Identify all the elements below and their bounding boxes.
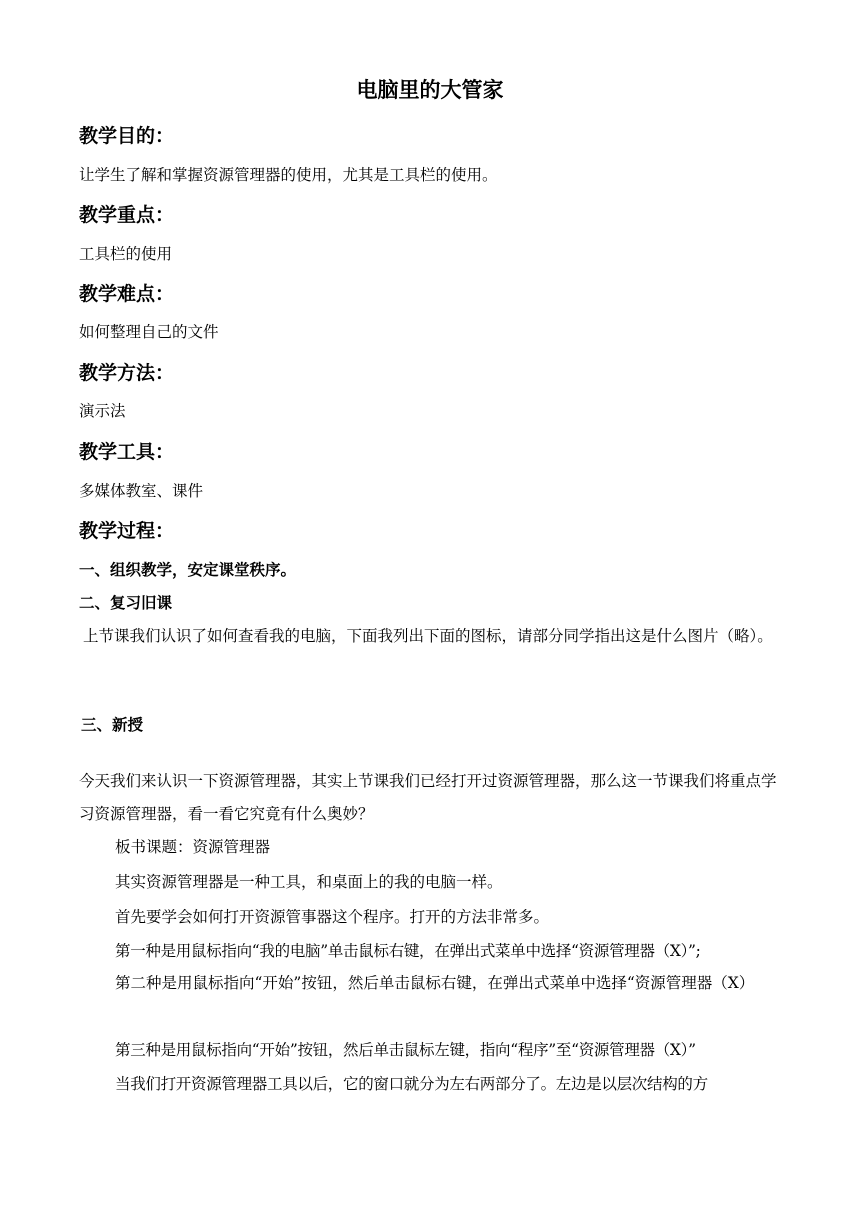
- heading-process: 教学过程：: [79, 520, 175, 542]
- heading-difficulty: 教学难点：: [79, 283, 175, 305]
- paragraph-window-layout: 当我们打开资源管理器工具以后，它的窗口就分为左右两部分了。左边是以层次结构的方: [115, 1075, 708, 1093]
- paragraph-method-one: 第一种是用鼠标指向“我的电脑”单击鼠标右键，在弹出式菜单中选择“资源管理器（X）”;: [115, 942, 701, 960]
- paragraph-intro: 今天我们来认识一下资源管理器，其实上节课我们已经打开过资源管理器，那么这一节课我们将重点学习资源管理器，看一看它究竟有什么奥妙？: [79, 772, 777, 823]
- document-title: 电脑里的大管家: [356, 78, 504, 102]
- paragraph-method-two: 第二种是用鼠标指向“开始”按钮，然后单击鼠标右键，在弹出式菜单中选择“资源管理器（X）: [115, 974, 755, 992]
- body-tools: 多媒体教室、课件: [79, 482, 204, 500]
- body-teaching-goal: 让学生了解和掌握资源管理器的使用，尤其是工具栏的使用。: [79, 166, 498, 184]
- body-difficulty: 如何整理自己的文件: [79, 323, 219, 341]
- step-two: 二、复习旧课: [79, 594, 173, 612]
- step-two-body: 上节课我们认识了如何查看我的电脑，下面我列出下面的图标，请部分同学指出这是什么图片（略）。: [83, 627, 773, 645]
- step-one: 一、组织教学，安定课堂秩序。: [79, 561, 297, 579]
- paragraph-open-methods: 首先要学会如何打开资源管事器这个程序。打开的方法非常多。: [115, 908, 550, 926]
- heading-teaching-goal: 教学目的：: [79, 125, 175, 147]
- heading-method: 教学方法：: [79, 362, 175, 384]
- heading-tools: 教学工具：: [79, 441, 175, 463]
- paragraph-tool-explain: 其实资源管理器是一种工具，和桌面上的我的电脑一样。: [115, 873, 503, 891]
- paragraph-method-three: 第三种是用鼠标指向“开始”按钮，然后单击鼠标左键，指向“程序”至“资源管理器（X）”: [115, 1041, 696, 1059]
- body-method: 演示法: [79, 402, 126, 420]
- body-key-point: 工具栏的使用: [79, 245, 173, 263]
- heading-key-point: 教学重点：: [79, 204, 175, 226]
- paragraph-board-title: 板书课题：资源管理器: [115, 838, 271, 856]
- step-three: 三、新授: [81, 716, 144, 734]
